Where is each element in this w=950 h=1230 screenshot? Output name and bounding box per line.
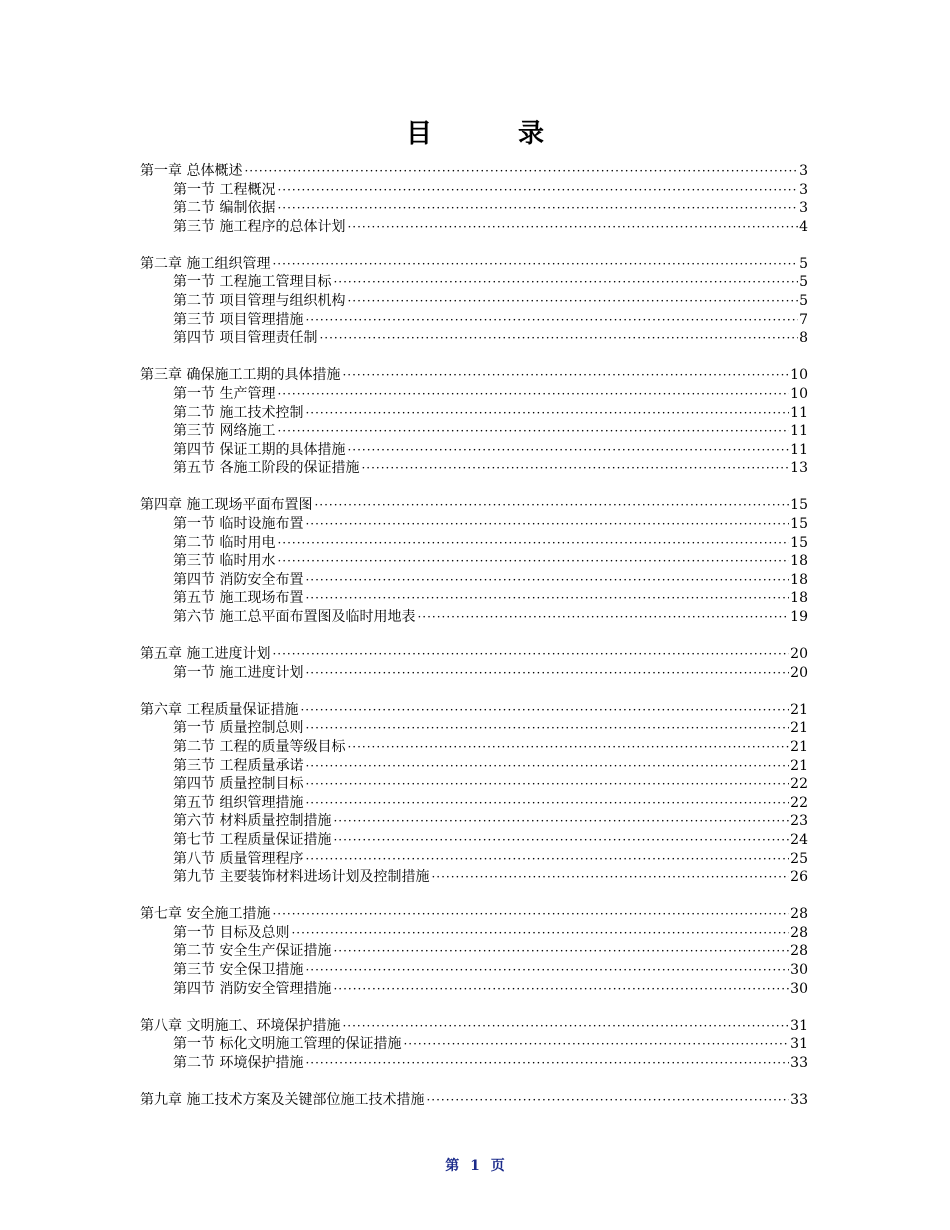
- page-number: 19: [790, 608, 808, 625]
- section-title: 第六节 施工总平面布置图及临时用地表: [173, 608, 416, 625]
- page-number: 10: [790, 385, 808, 402]
- toc-chapter-entry[interactable]: [140, 255, 808, 274]
- dot-leader: [291, 924, 789, 943]
- dot-leader: [333, 831, 789, 850]
- chapter-title: 第六章 工程质量保证措施: [140, 701, 299, 718]
- toc-section-entry[interactable]: [140, 738, 808, 757]
- dot-leader: [305, 961, 789, 980]
- toc-section-entry[interactable]: [140, 794, 808, 813]
- chapter-title: 第九章 施工技术方案及关键部位施工技术措施: [140, 1091, 425, 1108]
- toc-section-entry[interactable]: [140, 218, 808, 237]
- toc-section-entry[interactable]: [140, 608, 808, 627]
- section-title: 第七节 工程质量保证措施: [173, 831, 332, 848]
- dot-leader: [305, 571, 789, 590]
- dot-leader: [272, 905, 789, 924]
- section-title: 第三节 网络施工: [173, 423, 276, 440]
- dot-leader: [305, 404, 789, 423]
- dot-leader: [305, 775, 789, 794]
- toc-chapter-entry[interactable]: [140, 645, 808, 664]
- toc-chapter-group: [140, 255, 808, 348]
- section-title: 第三节 工程质量承诺: [173, 757, 304, 774]
- toc-section-entry[interactable]: [140, 589, 808, 608]
- dot-leader: [305, 794, 789, 813]
- section-title: 第五节 组织管理措施: [173, 794, 304, 811]
- dot-leader: [333, 812, 789, 831]
- toc-chapter-entry[interactable]: [140, 1091, 808, 1110]
- toc-chapter-group: [140, 496, 808, 626]
- toc-section-entry[interactable]: [140, 664, 808, 683]
- page-number: 15: [790, 497, 808, 514]
- toc-section-entry[interactable]: [140, 534, 808, 553]
- dot-leader: [272, 255, 798, 274]
- dot-leader: [277, 181, 798, 200]
- toc-section-entry[interactable]: [140, 515, 808, 534]
- page-number: 21: [790, 701, 808, 718]
- toc-section-entry[interactable]: [140, 552, 808, 571]
- toc-section-entry[interactable]: [140, 459, 808, 478]
- toc-chapter-entry[interactable]: [140, 905, 808, 924]
- dot-leader: [347, 441, 789, 460]
- page-number: 15: [790, 516, 808, 532]
- toc-section-entry[interactable]: [140, 868, 808, 887]
- dot-leader: [347, 292, 798, 311]
- section-title: 第二节 项目管理与组织机构: [173, 293, 346, 310]
- chapter-title: 第三章 确保施工工期的具体措施: [140, 367, 341, 384]
- dot-leader: [300, 701, 789, 720]
- page-number: 3: [799, 200, 808, 217]
- section-title: 第四节 项目管理责任制: [173, 330, 318, 347]
- toc-section-entry[interactable]: [140, 757, 808, 776]
- dot-leader: [361, 459, 789, 478]
- toc-section-entry[interactable]: [140, 1054, 808, 1073]
- section-title: 第二节 编制依据: [173, 200, 276, 217]
- toc-section-entry[interactable]: [140, 329, 808, 348]
- dot-leader: [272, 645, 789, 664]
- page-number: 21: [790, 757, 808, 774]
- toc-section-entry[interactable]: [140, 924, 808, 943]
- toc-chapter-entry[interactable]: [140, 366, 808, 385]
- dot-leader: [333, 942, 789, 961]
- toc-section-entry[interactable]: [140, 980, 808, 999]
- toc-section-entry[interactable]: [140, 404, 808, 423]
- section-title: 第一节 生产管理: [173, 385, 276, 402]
- dot-leader: [305, 719, 789, 738]
- page-number: 18: [790, 590, 808, 607]
- toc-section-entry[interactable]: [140, 273, 808, 292]
- toc-section-entry[interactable]: [140, 850, 808, 869]
- toc-section-entry[interactable]: [140, 571, 808, 590]
- section-title: 第四节 保证工期的具体措施: [173, 441, 346, 458]
- page-number: 24: [790, 831, 808, 848]
- section-title: 第二节 工程的质量等级目标: [173, 738, 346, 755]
- toc-section-entry[interactable]: [140, 385, 808, 404]
- dot-leader: [314, 496, 789, 515]
- section-title: 第二节 临时用电: [173, 534, 276, 551]
- page-number: 20: [790, 646, 808, 663]
- dot-leader: [277, 385, 789, 404]
- page-number: 30: [790, 961, 808, 978]
- dot-leader: [305, 589, 789, 608]
- section-title: 第八节 质量管理程序: [173, 850, 304, 867]
- page-number: 18: [790, 571, 808, 588]
- toc-section-entry[interactable]: [140, 199, 808, 218]
- page-number: 7: [799, 311, 808, 328]
- section-title: 第三节 临时用水: [173, 553, 276, 570]
- toc-section-entry[interactable]: [140, 719, 808, 738]
- section-title: 第九节 主要装饰材料进场计划及控制措施: [173, 869, 430, 886]
- page-number: 31: [790, 1017, 808, 1034]
- page-number: 31: [790, 1036, 808, 1053]
- section-title: 第三节 施工程序的总体计划: [173, 218, 346, 235]
- page-number: 11: [790, 404, 808, 421]
- page-number: 5: [799, 255, 808, 272]
- chapter-title: 第四章 施工现场平面布置图: [140, 497, 313, 514]
- toc-chapter-group: [140, 366, 808, 478]
- page-number: 22: [790, 794, 808, 811]
- page-number: 26: [790, 869, 808, 886]
- page-number: 11: [790, 441, 808, 458]
- toc-section-entry[interactable]: [140, 961, 808, 980]
- toc-section-entry[interactable]: [140, 441, 808, 460]
- toc-section-entry[interactable]: [140, 1035, 808, 1054]
- page-number: 18: [790, 553, 808, 570]
- page-number: 4: [799, 218, 808, 235]
- section-title: 第三节 安全保卫措施: [173, 961, 304, 978]
- chapter-title: 第七章 安全施工措施: [140, 906, 271, 923]
- chapter-title: 第一章 总体概述: [140, 163, 243, 179]
- dot-leader: [431, 868, 789, 887]
- section-title: 第二节 施工技术控制: [173, 404, 304, 421]
- page-number: 28: [790, 943, 808, 960]
- dot-leader: [319, 329, 798, 348]
- toc-section-entry[interactable]: [140, 181, 808, 200]
- dot-leader: [403, 1035, 789, 1054]
- dot-leader: [244, 162, 798, 181]
- dot-leader: [305, 1054, 789, 1073]
- toc-section-entry[interactable]: [140, 831, 808, 850]
- dot-leader: [347, 218, 798, 237]
- dot-leader: [417, 608, 789, 627]
- page-number: 11: [790, 423, 808, 440]
- section-title: 第三节 项目管理措施: [173, 311, 304, 328]
- section-title: 第一节 工程施工管理目标: [173, 274, 332, 291]
- toc-chapter-group: [140, 162, 808, 236]
- page-number: 5: [799, 274, 808, 291]
- toc-chapter-group: [140, 645, 808, 682]
- dot-leader: [305, 850, 789, 869]
- chapter-title: 第五章 施工进度计划: [140, 646, 271, 663]
- section-title: 第二节 安全生产保证措施: [173, 943, 332, 960]
- toc-section-entry[interactable]: [140, 422, 808, 441]
- toc-chapter-group: [140, 1017, 808, 1073]
- section-title: 第四节 消防安全布置: [173, 571, 304, 588]
- page-number: 25: [790, 850, 808, 867]
- toc-section-entry[interactable]: [140, 311, 808, 330]
- dot-leader: [305, 311, 798, 330]
- toc-chapter-entry[interactable]: [140, 496, 808, 515]
- page-number: 28: [790, 906, 808, 923]
- chapter-title: 第二章 施工组织管理: [140, 255, 271, 272]
- toc-chapter-entry[interactable]: [140, 701, 808, 720]
- toc-section-entry[interactable]: [140, 812, 808, 831]
- dot-leader: [333, 980, 789, 999]
- toc-chapter-entry[interactable]: [140, 1017, 808, 1036]
- toc-chapter-group: [140, 1091, 808, 1110]
- section-title: 第一节 施工进度计划: [173, 664, 304, 681]
- toc-chapter-entry[interactable]: [140, 162, 808, 181]
- dot-leader: [277, 199, 798, 218]
- page-number: 33: [790, 1091, 808, 1108]
- dot-leader: [342, 1017, 789, 1036]
- toc-section-entry[interactable]: [140, 942, 808, 961]
- section-title: 第一节 质量控制总则: [173, 720, 304, 737]
- page-number: 28: [790, 924, 808, 941]
- dot-leader: [305, 515, 789, 534]
- page-number: 23: [790, 813, 808, 830]
- page-number: 13: [790, 460, 808, 477]
- section-title: 第五节 施工现场布置: [173, 590, 304, 607]
- page-number: 21: [790, 738, 808, 755]
- section-title: 第四节 消防安全管理措施: [173, 980, 332, 997]
- page-number: 3: [799, 181, 808, 198]
- dot-leader: [305, 664, 789, 683]
- dot-leader: [277, 534, 789, 553]
- page-number: 33: [790, 1054, 808, 1071]
- page-number: 8: [799, 330, 808, 347]
- page-number: 15: [790, 534, 808, 551]
- page-number: 3: [799, 163, 808, 179]
- section-title: 第一节 工程概况: [173, 181, 276, 198]
- section-title: 第二节 环境保护措施: [173, 1054, 304, 1071]
- dot-leader: [426, 1091, 789, 1110]
- chapter-title: 第八章 文明施工、环境保护措施: [140, 1017, 341, 1034]
- page-number: 10: [790, 367, 808, 384]
- section-title: 第四节 质量控制目标: [173, 776, 304, 793]
- page-title: 目 录: [405, 119, 574, 149]
- section-title: 第一节 标化文明施工管理的保证措施: [173, 1036, 402, 1053]
- dot-leader: [342, 366, 789, 385]
- page-number-footer: 第 1 页: [445, 1158, 505, 1174]
- section-title: 第一节 临时设施布置: [173, 516, 304, 532]
- table-of-contents: [140, 162, 808, 1128]
- toc-chapter-group: [140, 701, 808, 887]
- dot-leader: [305, 757, 789, 776]
- dot-leader: [277, 422, 789, 441]
- dot-leader: [347, 738, 789, 757]
- section-title: 第五节 各施工阶段的保证措施: [173, 460, 360, 477]
- page-number: 20: [790, 664, 808, 681]
- dot-leader: [277, 552, 789, 571]
- page-number: 22: [790, 776, 808, 793]
- toc-section-entry[interactable]: [140, 775, 808, 794]
- dot-leader: [333, 273, 798, 292]
- toc-chapter-group: [140, 905, 808, 998]
- page-number: 5: [799, 293, 808, 310]
- section-title: 第一节 目标及总则: [173, 924, 290, 941]
- page-number: 30: [790, 980, 808, 997]
- section-title: 第六节 材料质量控制措施: [173, 813, 332, 830]
- toc-section-entry[interactable]: [140, 292, 808, 311]
- page-number: 21: [790, 720, 808, 737]
